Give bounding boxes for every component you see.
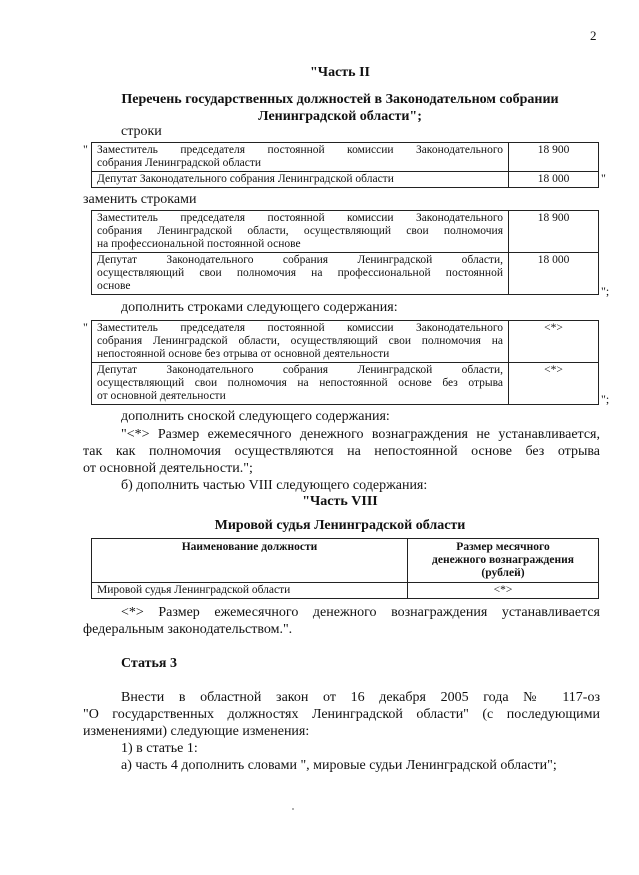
table2-row2-line2: осуществляющий свои полномочия на профессиональной постоянной: [97, 267, 503, 279]
label-rows: строки: [121, 124, 162, 139]
table3-row2-line3: от основной деятельности: [97, 390, 226, 402]
page-number: 2: [590, 28, 597, 43]
scan-speck: [292, 808, 294, 810]
table-row: [92, 321, 599, 363]
table-row: [92, 143, 599, 172]
table4-row-name: Мировой судья Ленинградской области: [92, 583, 408, 599]
note-line1: <*> Размер ежемесячного денежного вознаграждения устанавливается: [121, 605, 600, 620]
item-b: б) дополнить частью VIII следующего содержания:: [121, 478, 428, 493]
table1-row2-value: 18 000: [509, 172, 599, 188]
table4-header-value-line2: денежного вознаграждения: [432, 554, 574, 566]
table1-row1-value: 18 900: [509, 143, 599, 172]
table1-row1-name: [92, 143, 509, 172]
table2-row2-line1: Депутат Законодательного собрания Ленинградской области,: [97, 254, 503, 266]
note-line2: федеральным законодательством.".: [83, 622, 293, 637]
label-add-footnote: дополнить сноской следующего содержания:: [121, 409, 390, 424]
table1: [91, 142, 599, 188]
table2-row1-line3: на профессиональной постоянной основе: [97, 238, 301, 250]
footnote-line1: "<*> Размер ежемесячного денежного вознаграждения не устанавливается,: [121, 427, 600, 442]
label-add-rows: дополнить строками следующего содержания:: [121, 300, 398, 315]
table2-row2-name: [92, 253, 509, 295]
table3-row2-line1: Депутат Законодательного собрания Ленинградской области,: [97, 364, 503, 376]
table2-row1-value: 18 900: [509, 211, 599, 253]
table1-close-quote: ": [601, 171, 606, 185]
table3-row2-name: [92, 363, 509, 405]
table2-row1-line2: собрания Ленинградской области, осуществляющий свои полномочия: [97, 225, 503, 237]
table-header-row: [92, 539, 599, 583]
part2-heading: "Часть II: [310, 65, 370, 80]
table3-close-quote: ";: [601, 392, 610, 406]
article3-heading: Статья 3: [121, 656, 177, 671]
footnote-line3: от основной деятельности.";: [83, 461, 253, 476]
table4: [91, 538, 599, 599]
part8-subtitle: Мировой судья Ленинградской области: [214, 518, 466, 533]
part2-subtitle-line2: Ленинградской области";: [258, 109, 422, 124]
table3-row1-name: [92, 321, 509, 363]
table3-row1-line2: собрания Ленинградской области, осуществляющий свои полномочия на: [97, 335, 503, 347]
table-row: [92, 253, 599, 295]
art3-item1a: а) часть 4 дополнить словами ", мировые судьи Ленинградской области";: [121, 758, 557, 773]
footnote-line2: так как полномочия осуществляются на непостоянной основе без отрыва: [83, 444, 600, 459]
table-row: [92, 363, 599, 405]
table2-row1-name: [92, 211, 509, 253]
table-row: [92, 172, 599, 188]
table2-row1-line1: Заместитель председателя постоянной комиссии Законодательного: [97, 212, 503, 224]
table4-header-value-line3: (рублей): [481, 567, 525, 579]
part2-subtitle-line1: Перечень государственных должностей в Законодательном собрании: [121, 92, 559, 107]
table2-row2-line3: основе: [97, 280, 131, 292]
table4-header-value: [408, 539, 599, 583]
table3-row1-line3: непостоянной основе без отрыва от основной деятельности: [97, 348, 390, 360]
art3-line2: "О государственных должностях Ленинградской области" (с последующими: [83, 707, 600, 722]
art3-item1: 1) в статье 1:: [121, 741, 198, 756]
part8-heading: "Часть VIII: [302, 494, 378, 509]
table3: [91, 320, 599, 405]
art3-line3: изменениями) следующие изменения:: [83, 724, 310, 739]
table4-header-value-line1: Размер месячного: [456, 541, 550, 553]
table2-close-quote: ";: [601, 284, 610, 298]
table4-row-value: <*>: [408, 583, 599, 599]
table3-row1-line1: Заместитель председателя постоянной комиссии Законодательного: [97, 322, 503, 334]
table4-header-name: Наименование должности: [92, 539, 408, 583]
art3-line1: Внести в областной закон от 16 декабря 2005 года № 117-оз: [121, 690, 600, 705]
table-row: [92, 583, 599, 599]
table3-open-quote: ": [83, 320, 88, 334]
table2-row2-value: 18 000: [509, 253, 599, 295]
table1-open-quote: ": [83, 142, 88, 156]
table1-row2-name: Депутат Законодательного собрания Ленинградской области: [92, 172, 509, 188]
table3-row2-value: <*>: [509, 363, 599, 405]
table3-row1-value: <*>: [509, 321, 599, 363]
table1-row1-line2: собрания Ленинградской области: [97, 157, 262, 169]
table2: [91, 210, 599, 295]
table-row: [92, 211, 599, 253]
label-replace: заменить строками: [83, 192, 197, 207]
table1-row1-line1: Заместитель председателя постоянной комиссии Законодательного: [97, 144, 503, 156]
table3-row2-line2: осуществляющий свои полномочия на непостоянной основе без отрыва: [97, 377, 503, 389]
